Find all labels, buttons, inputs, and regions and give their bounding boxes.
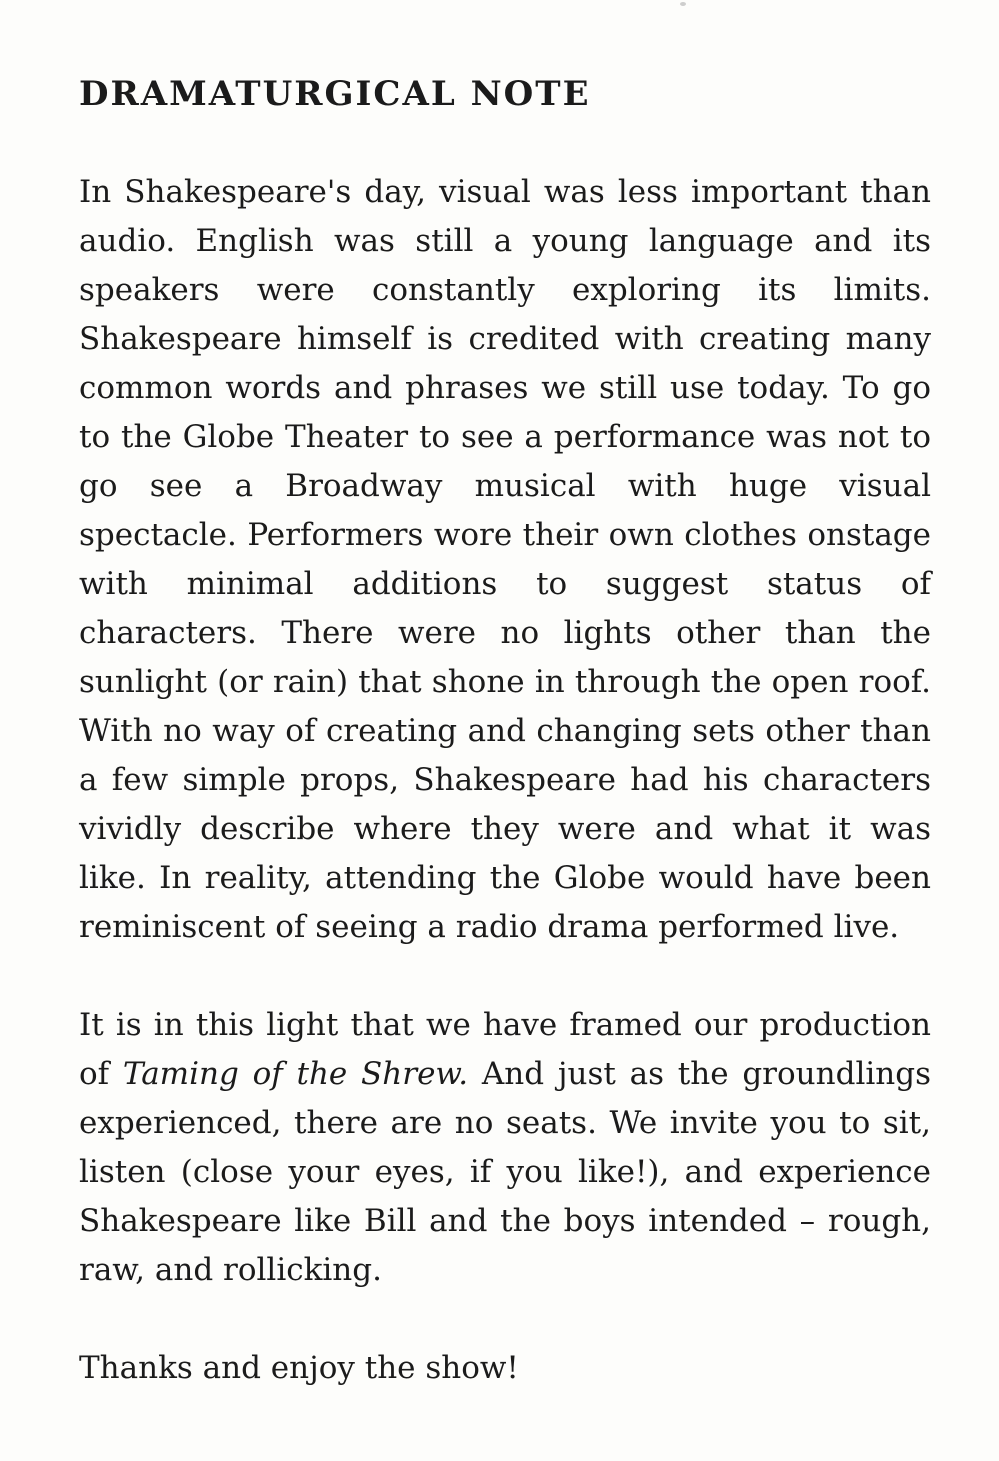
production-text-end: And just as the groundlings experienced, there are no seats. We invite you to sit, listen (close your eyes, if you like!), and experience Shakespeare like Bill and the boys intended – rough, raw, and rollicking. [79,1056,931,1288]
paper-speck [680,2,686,6]
production-text-start: It is in this light that we have framed our production of [79,1007,931,1092]
play-title: Taming of the Shrew. [122,1056,469,1092]
page-heading: DRAMATURGICAL NOTE [79,74,591,114]
closing-line: Thanks and enjoy the show! [79,1350,519,1386]
production-paragraph [79,1001,931,1295]
intro-paragraph: In Shakespeare's day, visual was less important than audio. English was still a young language and its speakers were constantly exploring its limits. Shakespeare himself is credited with creating many common words and phrases we still use today. To go to the Globe Theater to see a performance was not to go see a Broadway musical with huge visual spectacle. Performers wore their own clothes onstage with minimal additions to suggest status of characters. There were no lights other than the sunlight (or rain) that shone in through the open roof. With no way of creating and changing sets other than a few simple props, Shakespeare had his characters vividly describe where they were and what it was like. In reality, attending the Globe would have been reminiscent of seeing a radio drama performed live. [79,174,931,945]
